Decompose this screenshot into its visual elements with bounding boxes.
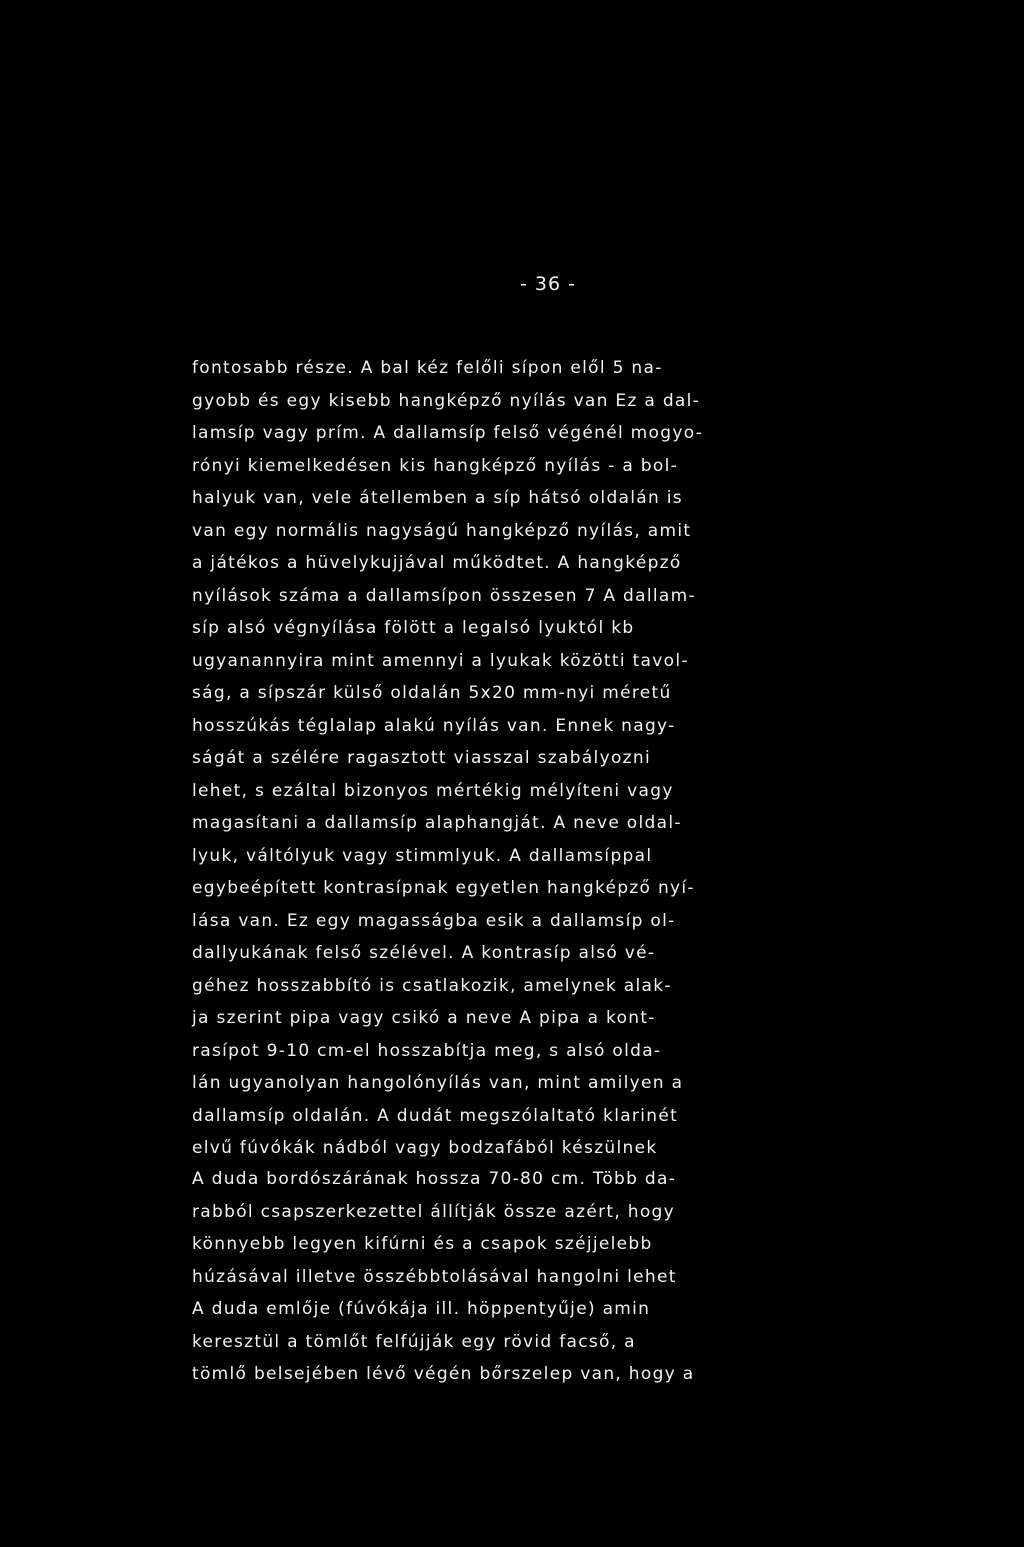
text-line: síp alsó végnyílása fölött a legalsó lyuktól kb [192,618,635,638]
text-line: fontosabb része. A bal kéz felőli sípon elől 5 na- [192,358,663,378]
text-line: halyuk van, vele átellemben a síp hátsó oldalán is [192,488,683,508]
text-line: magasítani a dallamsíp alaphangját. A neve oldal- [192,813,682,833]
text-line: lán ugyanolyan hangolónyílás van, mint amilyen a [192,1073,684,1093]
text-line: húzásával illetve összébbtolásával hangolni lehet [192,1266,677,1287]
text-line: lamsíp vagy prím. A dallamsíp felső végénél mogyo- [192,423,704,443]
text-line: ugyanannyira mint amennyi a lyukak közötti tavol- [192,650,689,671]
text-line: dallamsíp oldalán. A dudát megszólaltató klarinét [192,1105,679,1126]
text-line: rasípot 9-10 cm-el hosszabítja meg, s alsó olda- [192,1040,662,1061]
text-line: géhez hosszabbító is csatlakozik, amelynek alak- [192,975,672,996]
text-line: nyílások száma a dallamsípon összesen 7 A dallam- [192,585,696,606]
text-line: A duda bordószárának hossza 70-80 cm. Több da- [192,1169,677,1189]
text-line: rónyi kiemelkedésen kis hangképző nyílás - a bol- [192,455,679,476]
text-line: tömlő belsejében lévő végén bőrszelep van, hogy a [192,1364,695,1384]
text-line: lyuk, váltólyuk vagy stimmlyuk. A dallamsíppal [192,845,653,866]
text-line: elvű fúvókák nádból vagy bodzafából készülnek [192,1138,658,1158]
text-line: egybeépített kontrasípnak egyetlen hangképző nyí- [192,878,695,898]
text-line: lása van. Ez egy magasságba esik a dallamsíp ol- [192,910,676,931]
text-line: hosszúkás téglalap alakú nyílás van. Ennek nagy- [192,715,676,736]
text-line: a játékos a hüvelykujjával működtet. A hangképző [192,553,682,573]
page-number: - 36 - [520,273,576,295]
text-line: könnyebb legyen kifúrni és a csapok széjjelebb [192,1234,653,1254]
text-line: gyobb és egy kisebb hangképző nyílás van Ez a dal- [192,390,701,411]
text-line: van egy normális nagyságú hangképző nyílás, amit [192,520,692,541]
text-line: keresztül a tömlőt felfújják egy rövid facső, a [192,1331,636,1352]
text-line: rabból csapszerkezettel állítják össze azért, hogy [192,1201,675,1222]
text-line: lehet, s ezáltal bizonyos mértékig mélyíteni vagy [192,780,674,801]
text-line: ságát a szélére ragasztott viasszal szabályozni [192,748,651,768]
text-line: ság, a sípszár külső oldalán 5x20 mm-nyi méretű [192,683,672,703]
paragraph-2 [192,1163,694,1391]
paragraph-1 [192,352,703,1165]
text-line: ja szerint pipa vagy csikó a neve A pipa a kont- [192,1008,656,1028]
text-line: dallyukának felső szélével. A kontrasíp alsó vé- [192,943,656,963]
text-line: A duda emlője (fúvókája ill. höppentyűje) amin [192,1299,651,1319]
